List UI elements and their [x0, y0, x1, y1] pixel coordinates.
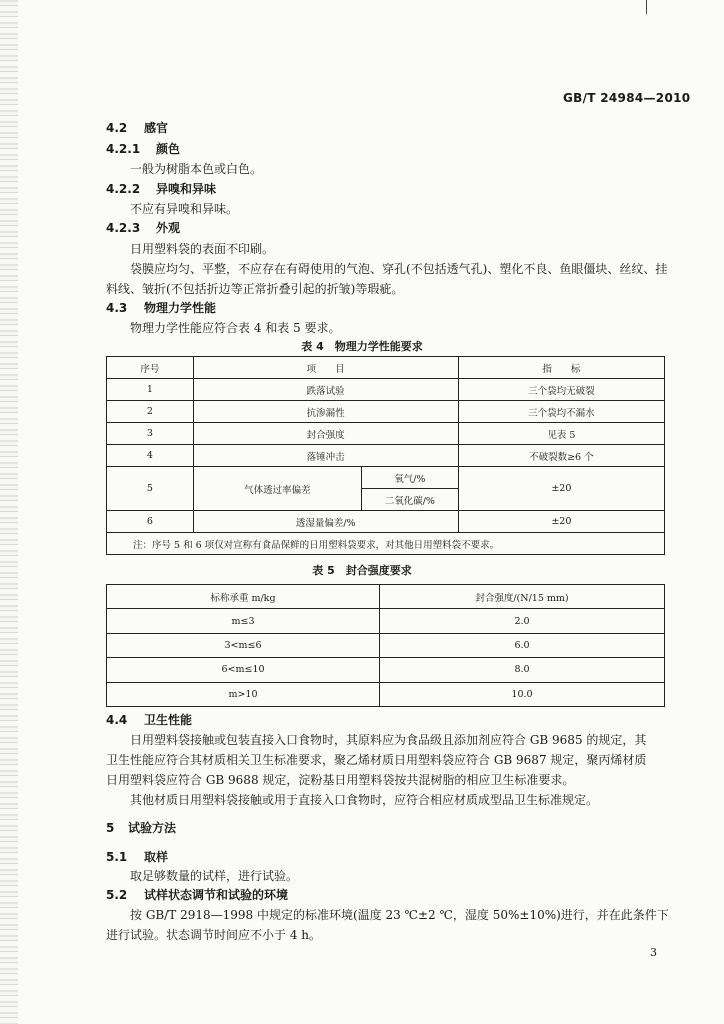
heading-4-4 [106, 712, 192, 728]
section-title: 试样状态调节和试验的环境 [144, 888, 289, 902]
table-4 [106, 356, 665, 555]
section-title: 外观 [156, 221, 181, 235]
section-number: 4.2.2 [106, 182, 141, 196]
row-number: 6 [107, 511, 194, 533]
row-value: 8.0 [380, 658, 665, 682]
section-title: 异嗅和异味 [156, 182, 217, 196]
section-number: 4.2.3 [106, 221, 141, 235]
row-item: 封合强度 [193, 423, 458, 445]
row-value: 三个袋均不漏水 [458, 401, 664, 423]
row-value: ±20 [458, 467, 664, 511]
section-title: 卫生性能 [144, 713, 193, 727]
table-note: 注：序号 5 和 6 项仅对宣称有食品保鲜的日用塑料袋要求，对其他日用塑料袋不要求。 [107, 533, 665, 555]
table-row [107, 467, 665, 489]
mechanical-text: 物理力学性能应符合表 4 和表 5 要求。 [130, 321, 341, 335]
table4-caption: 表 4 物理力学性能要求 [301, 340, 423, 353]
row-number: 4 [107, 445, 194, 467]
section-number: 4.4 [106, 713, 128, 727]
section-number: 4.3 [106, 301, 128, 315]
heading-4-2-1 [106, 141, 180, 157]
header-cell: 标称承重 m/kg [107, 585, 380, 609]
heading-4-3 [106, 300, 216, 316]
header-cell: 指 标 [458, 357, 664, 379]
row-value: 10.0 [380, 682, 665, 706]
document-code: GB/T 24984—2010 [563, 91, 691, 105]
row-range: m≤3 [107, 609, 380, 633]
table-row [107, 445, 665, 467]
section-number: 4.2.1 [106, 142, 141, 156]
table-row [107, 658, 665, 682]
row-number: 5 [107, 467, 194, 511]
appearance-text-1: 日用塑料袋的表面不印刷。 [130, 242, 275, 256]
table-row [107, 379, 665, 401]
heading-4-2 [106, 120, 168, 136]
row-item: 抗渗漏性 [193, 401, 458, 423]
row-subitem: 氧气/% [362, 467, 459, 489]
table-row [107, 423, 665, 445]
row-subitem: 二氧化碳/% [362, 489, 459, 511]
heading-5 [106, 820, 176, 836]
row-range: 6<m≤10 [107, 658, 380, 682]
page-number: 3 [650, 946, 657, 959]
section-number: 4.2 [106, 121, 128, 135]
table-note-row [107, 533, 665, 555]
section-title: 感官 [144, 121, 169, 135]
heading-5-1 [106, 849, 168, 865]
table-row [107, 609, 665, 633]
row-value: 6.0 [380, 633, 665, 657]
table-row [107, 401, 665, 423]
table5-caption: 表 5 封合强度要求 [312, 564, 412, 577]
row-item: 跌落试验 [193, 379, 458, 401]
section-title: 颜色 [156, 142, 181, 156]
row-value: 不破裂数≥6 个 [458, 445, 664, 467]
corner-rule [646, 0, 647, 14]
row-number: 1 [107, 379, 194, 401]
section-number: 5.1 [106, 850, 128, 864]
sampling-text: 取足够数量的试样，进行试验。 [130, 869, 299, 883]
section-title: 物理力学性能 [144, 301, 217, 315]
heading-4-2-2 [106, 181, 216, 197]
heading-4-2-3 [106, 220, 180, 236]
table-row [107, 682, 665, 706]
row-item: 气体透过率偏差 [193, 467, 361, 511]
table-row [107, 511, 665, 533]
row-range: m>10 [107, 682, 380, 706]
scan-edge [0, 0, 18, 1024]
header-cell: 封合强度/(N/15 mm) [380, 585, 665, 609]
heading-5-2 [106, 887, 288, 903]
row-value: 2.0 [380, 609, 665, 633]
conditioning-line-2: 进行试验。状态调节时间应不小于 4 h。 [106, 928, 321, 942]
table-header-row [107, 585, 665, 609]
section-number: 5 [106, 821, 115, 835]
appearance-text-3: 料线、皱折(不包括折边等正常折叠引起的折皱)等瑕疵。 [106, 282, 404, 296]
appearance-text-2: 袋膜应均匀、平整，不应存在有碍使用的气泡、穿孔(不包括透气孔)、塑化不良、鱼眼僵块、丝纹、挂 [130, 262, 668, 276]
row-value: ±20 [458, 511, 664, 533]
row-value: 三个袋均无破裂 [458, 379, 664, 401]
row-number: 3 [107, 423, 194, 445]
section-number: 5.2 [106, 888, 128, 902]
hygiene-line-3: 日用塑料袋应符合 GB 9688 规定，淀粉基日用塑料袋按共混树脂的相应卫生标准要求。 [106, 773, 575, 787]
hygiene-line-2: 卫生性能应符合其材质相关卫生标准要求，聚乙烯材质日用塑料袋应符合 GB 9687 规定，聚丙烯材质 [106, 753, 647, 767]
section-title: 试验方法 [128, 821, 177, 835]
header-cell: 项 目 [193, 357, 458, 379]
table-5 [106, 584, 665, 707]
hygiene-line-1: 日用塑料袋接触或包装直接入口食物时，其原料应为食品级且添加剂应符合 GB 9685 的规定，其 [130, 733, 647, 747]
conditioning-line-1: 按 GB/T 2918—1998 中规定的标准环境(温度 23 ℃±2 ℃，湿度 50%±10%)进行，并在此条件下 [130, 908, 669, 922]
section-title: 取样 [144, 850, 169, 864]
table-row [107, 633, 665, 657]
table-header-row [107, 357, 665, 379]
row-item: 落锤冲击 [193, 445, 458, 467]
color-text: 一般为树脂本色或白色。 [130, 162, 263, 176]
odor-text: 不应有异嗅和异味。 [130, 202, 239, 216]
header-cell: 序号 [107, 357, 194, 379]
row-value: 见表 5 [458, 423, 664, 445]
row-range: 3<m≤6 [107, 633, 380, 657]
row-item: 透湿量偏差/% [193, 511, 458, 533]
row-number: 2 [107, 401, 194, 423]
hygiene-para-2: 其他材质日用塑料袋接触或用于直接入口食物时，应符合相应材质成型品卫生标准规定。 [130, 793, 599, 807]
